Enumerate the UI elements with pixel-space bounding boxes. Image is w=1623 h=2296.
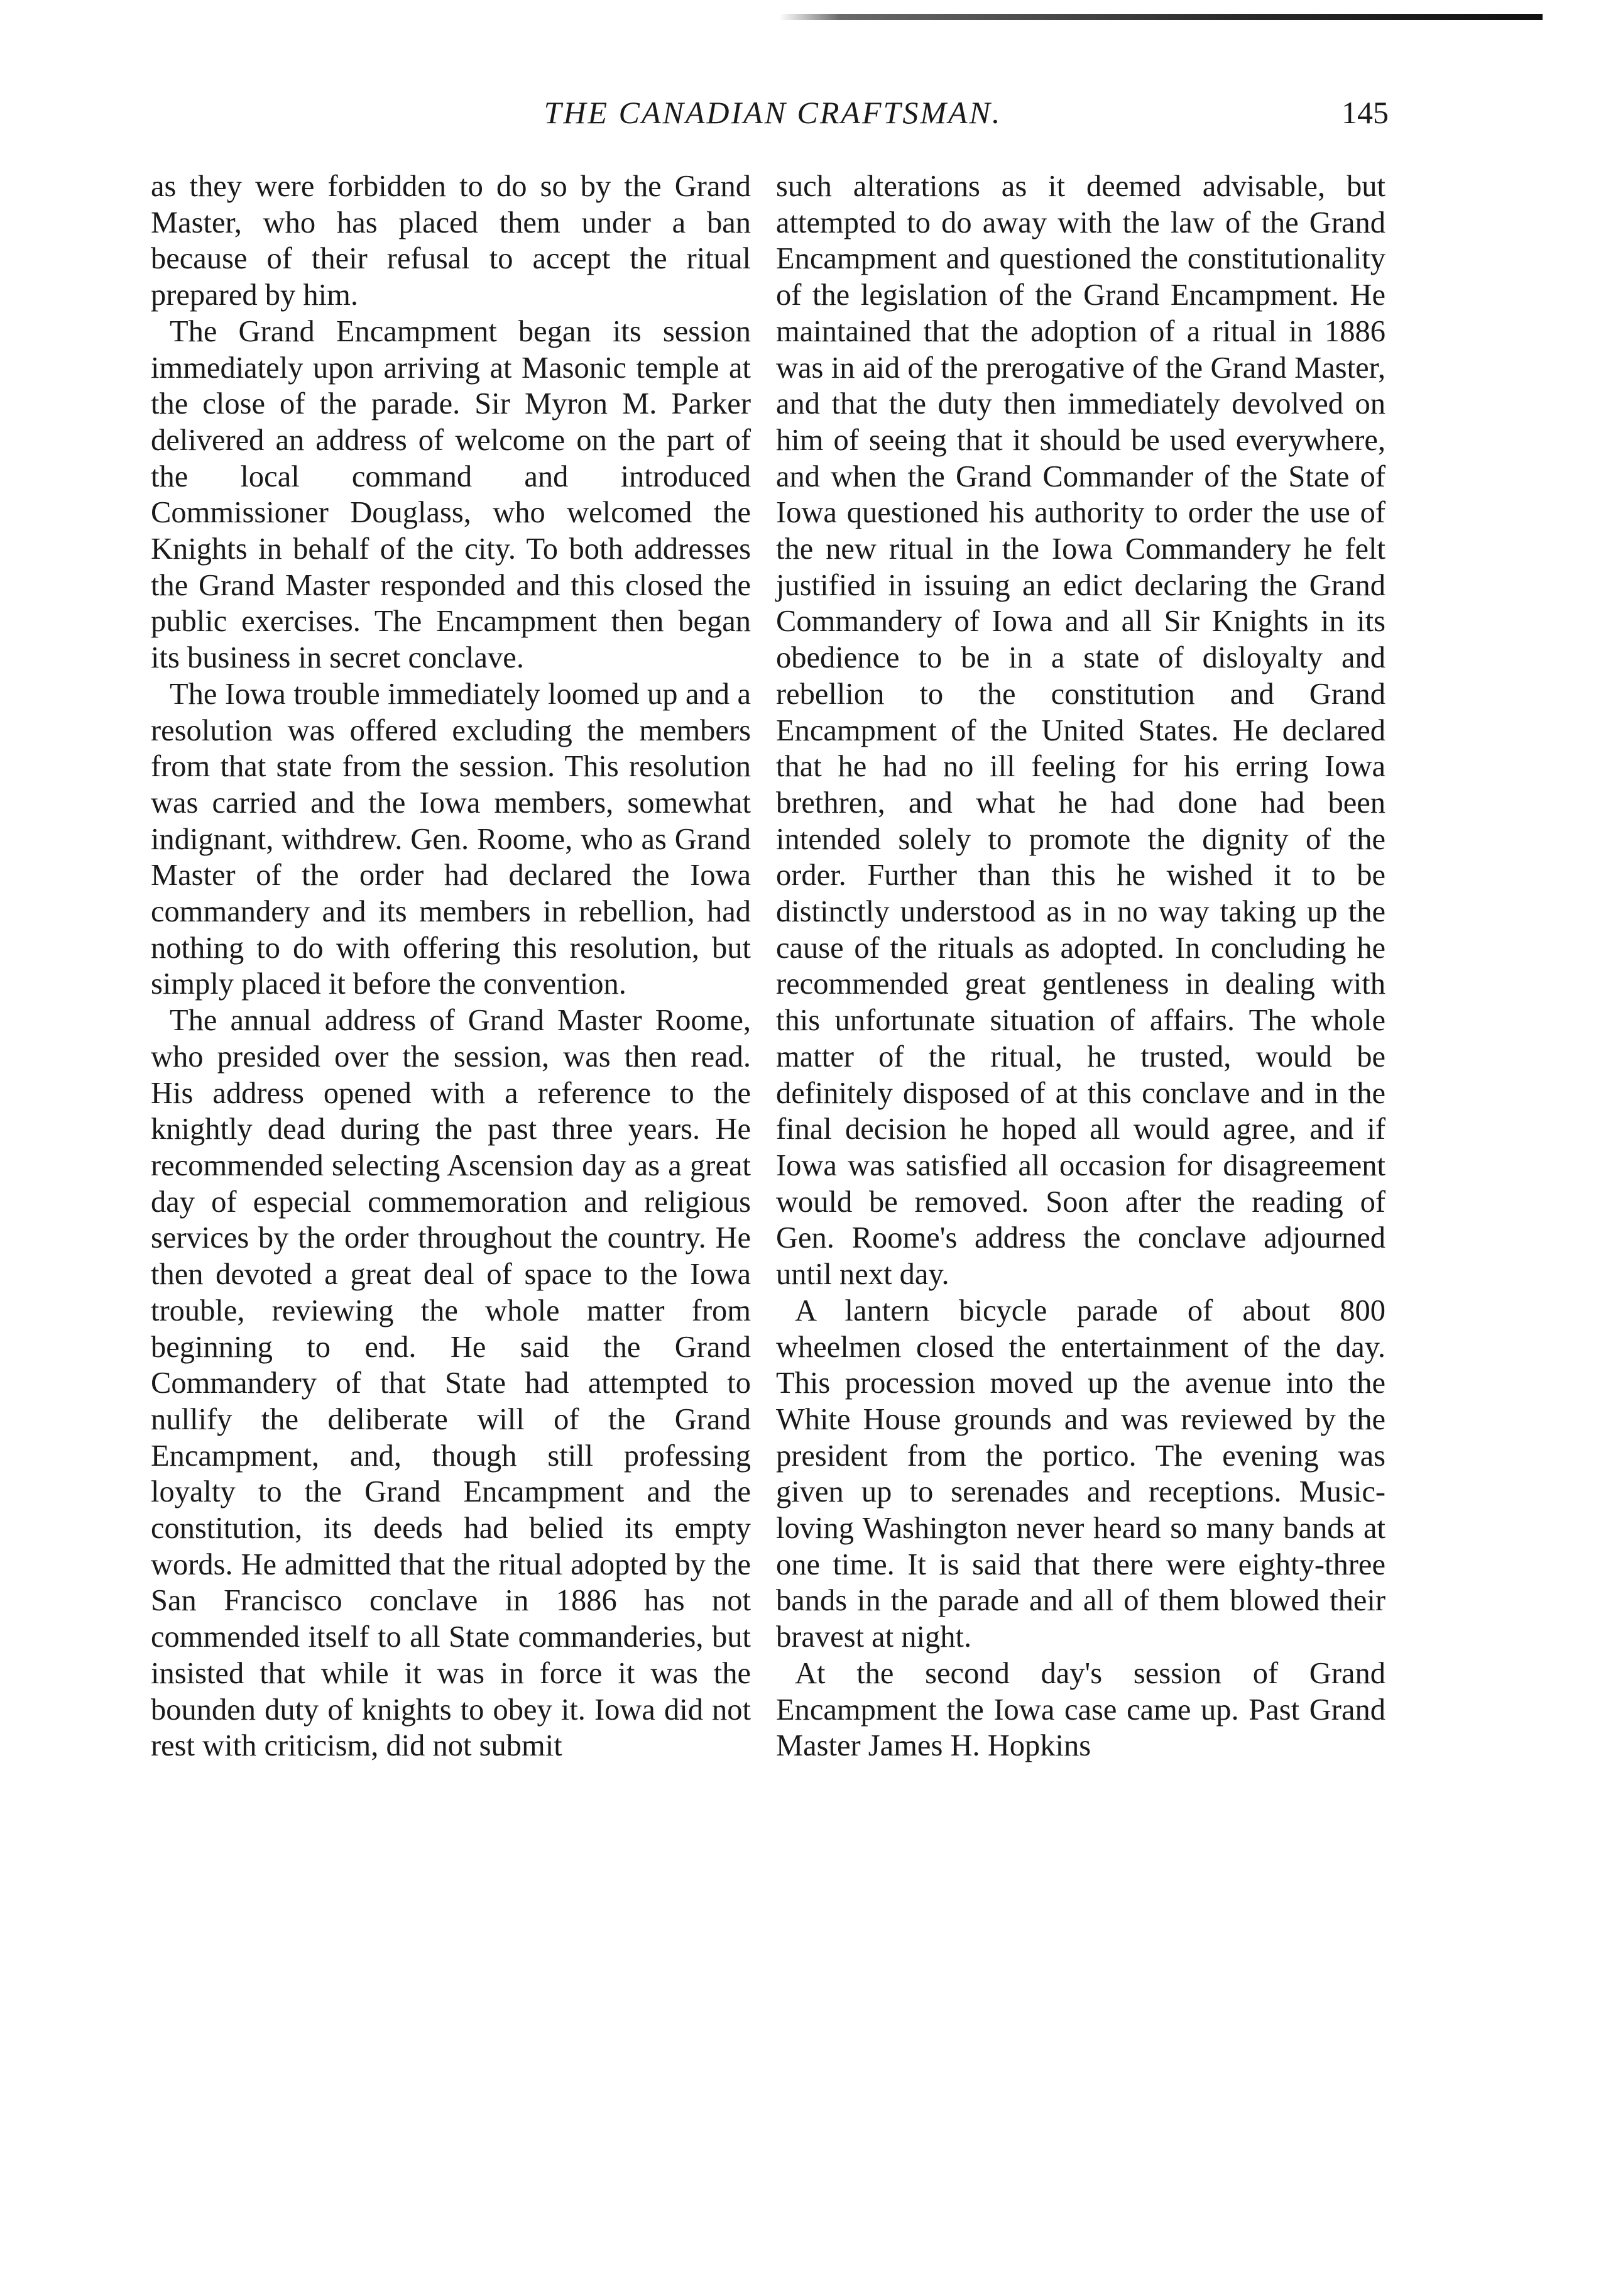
running-title: THE CANADIAN CRAFTSMAN. (544, 95, 1002, 130)
paragraph: as they were forbidden to do so by the Grand Master, who has placed them under a ban because of their refusal to accept the ritual prepared by him. (151, 170, 751, 312)
paragraph: The Grand Encampment began its session immediately upon arriving at Masonic temple at the close of the parade. Sir Myron M. Parker delivered an address of welcome on the part of the local command and introduced Commissioner Douglass, who welcomed the Knights in behalf of the city. To both addresses the Grand Master responded and this closed the public exercises. The Encampment then began its business in secret conclave. (151, 314, 751, 675)
top-decorative-rule (779, 14, 1543, 20)
page-number: 145 (1342, 95, 1389, 130)
right-column (776, 168, 1385, 1764)
left-column (151, 168, 751, 1764)
paragraph: The Iowa trouble immediately loomed up and a resolution was offered excluding the members from that state from the session. This resolution was carried and the Iowa members, somewhat indignant, withdrew. Gen. Roome, who as Grand Master of the order had declared the Iowa commandery and its members in rebellion, had nothing to do with offering this resolution, but simply placed it before the convention. (151, 677, 751, 1001)
paragraph: The annual address of Grand Master Roome, who presided over the session, was then read. His address opened with a reference to the knightly dead during the past three years. He recommended selecting Ascension day as a great day of especial commemoration and religious services by the order throughout the country. He then devoted a great deal of space to the Iowa trouble, reviewing the whole matter from beginning to end. He said the Grand Commandery of that State had attempted to nullify the deliberate will of the Grand Encampment, and, though still professing loyalty to the Grand Encampment and the constitution, its deeds had belied its empty words. He admitted that the ritual adopted by the San Francisco conclave in 1886 has not commended itself to all State commanderies, but insisted that while it was in force it was the bounden duty of knights to obey it. Iowa did not rest with criticism, did not submit (151, 1004, 751, 1763)
paragraph: such alterations as it deemed advisable, but attempted to do away with the law of the Grand Encampment and questioned the constitutionality of the legislation of the Grand Encampment. He maintained that the adoption of a ritual in 1886 was in aid of the prerogative of the Grand Master, and that the duty then immediately devolved on him of seeing that it should be used everywhere, and when the Grand Commander of the State of Iowa questioned his authority to order the use of the new ritual in the Iowa Commandery he felt justified in issuing an edict declaring the Grand Commandery of Iowa and all Sir Knights in its obedience to be in a state of disloyalty and rebellion to the constitution and Grand Encampment of the United States. He declared that he had no ill feeling for his erring Iowa brethren, and what he had done had been intended solely to promote the dignity of the order. Further than this he wished it to be distinctly understood as in no way taking up the cause of the rituals as adopted. In concluding he recommended great gentleness in dealing with this unfortunate situation of affairs. The whole matter of the ritual, he trusted, would be definitely disposed of at this conclave and in the final decision he hoped all would agree, and if Iowa was satisfied all occasion for disagreement would be removed. Soon after the reading of Gen. Roome's address the conclave adjourned until next day. (776, 170, 1385, 1292)
paragraph: A lantern bicycle parade of about 800 wheelmen closed the entertainment of the day. This procession moved up the avenue into the White House grounds and was reviewed by the president from the portico. The evening was given up to serenades and receptions. Music-loving Washington never heard so many bands at one time. It is said that there were eighty-three bands in the parade and all of them blowed their bravest at night. (776, 1294, 1385, 1654)
page-header (157, 94, 1389, 145)
paragraph: At the second day's session of Grand Encampment the Iowa case came up. Past Grand Master James H. Hopkins (776, 1656, 1385, 1763)
